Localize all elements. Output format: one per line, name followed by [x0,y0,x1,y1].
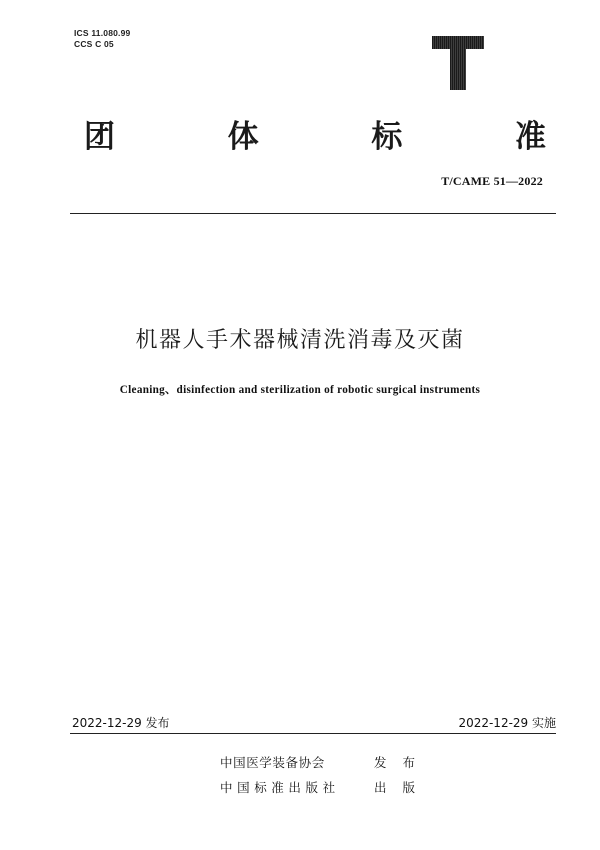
document-title-en: Cleaning、disinfection and sterilization of robotic surgical instruments [119,384,481,396]
publisher-action: 出 版 [374,780,421,795]
category-char: 体 [227,119,259,155]
ccs-code: CCS C 05 [74,38,114,49]
publisher-organization: 中国标准出版社 [220,780,340,795]
ics-code: ICS 11.080.99 [74,28,131,38]
category-char: 团 [84,119,115,155]
publisher-action: 发 布 [374,755,421,770]
implementation-date: 2022-12-29 实施 [458,716,556,730]
publisher-row [220,778,540,798]
standard-type-letter-t [432,36,484,90]
issue-date: 2022-12-29 发布 [72,716,170,730]
publisher-organization: 中国医学装备协会 [220,755,325,770]
top-divider [70,213,556,214]
category-char: 标 [371,119,403,155]
standard-type-logo [432,36,484,90]
standard-category-heading [84,115,546,159]
standard-number: T/CAME 51—2022 [441,174,543,188]
bottom-divider [70,733,556,734]
classification-codes [74,28,130,49]
document-title-zh: 机器人手术器械清洗消毒及灭菌 [135,328,465,353]
publisher-row [220,753,540,773]
category-char: 准 [514,119,546,155]
